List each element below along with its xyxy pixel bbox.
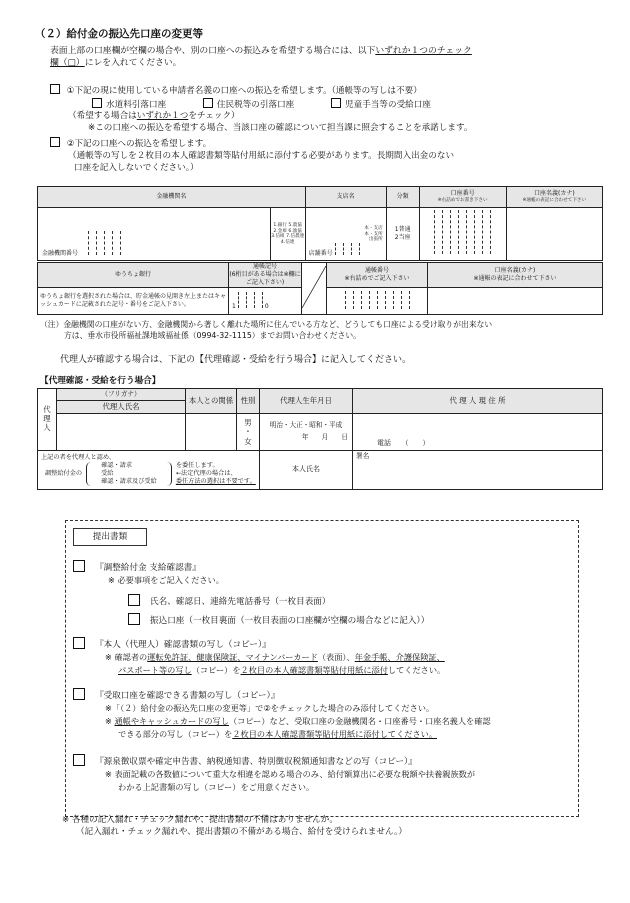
s2-n2: 運転免許証、健康保険証、マイナンバーカード	[147, 652, 318, 662]
tsucho-number-field[interactable]	[327, 288, 428, 315]
branch-kind-2: 本・支所	[364, 231, 383, 237]
submit-1-sub-1	[128, 594, 330, 609]
era-options: 明治・大正・昭和・平成	[269, 421, 343, 430]
holder-header	[506, 187, 602, 208]
submit-2-note-1	[105, 652, 445, 663]
submit-4-title: 『源泉徴収票や確定申告書、納税通知書、特別徴収税額通知書などの写（コピー）』	[95, 757, 417, 767]
kigo-title: 通帳記号	[252, 263, 277, 270]
yucho-note: ゆうちょ銀行を選択された場合は、貯金通帳の見開き左上またはキャッシュカードに記載された記号・番号をご記入下さい。	[38, 288, 229, 315]
type-field[interactable]	[386, 208, 419, 261]
submit-2-note-2	[118, 665, 445, 676]
intro-emphasis: いずれか１つのチェック	[375, 46, 472, 56]
bank-kind-3: 3.信組	[271, 234, 285, 239]
type-checking: 2当座	[394, 234, 411, 241]
side-char-2: 理	[43, 414, 51, 424]
option-2-note-1: （通帳等の写しを２枚目の本人確認書類等貼付用紙に添付する必要があります。長期間入出金のない	[68, 150, 455, 161]
child-allowance-checkbox[interactable]	[331, 98, 341, 108]
holder-note: ※通帳の表記に合わせて下さい	[522, 198, 587, 204]
intro-text-2: にレを入れてください。	[84, 57, 182, 68]
s3-n2b: 通帳やキャッシュカードの写し	[114, 716, 229, 726]
bank-kind-4: 4.信連	[280, 239, 295, 245]
submit-4-note-2: わかる上記書類の写し（コピー）をご用意ください。	[118, 782, 315, 792]
tsucho-number-title: 通帳番号	[364, 267, 389, 275]
intro-text: 表面上部の口座欄が空欄の場合や、別の口座への振込みを希望する場合には、以下	[50, 46, 376, 56]
delegate-text-4: ←法定代理の場合は、	[175, 470, 237, 478]
s2-n8: してください。	[387, 665, 446, 675]
delegate-options[interactable]	[86, 462, 172, 485]
submit-1-checkbox[interactable]	[73, 560, 85, 572]
s3-n3a: できる部分の写し（コピー）を	[118, 729, 233, 739]
proxy-name-field[interactable]	[57, 414, 186, 451]
submit-3-title: 『受取口座を確認できる書類の写し（コピー）』	[95, 691, 280, 701]
holder-title: 口座名義(カナ)	[533, 190, 575, 198]
option-2-checkbox[interactable]	[50, 137, 60, 147]
account-number-field[interactable]	[419, 208, 506, 261]
birth-field[interactable]	[260, 414, 353, 451]
submit-2-checkbox[interactable]	[73, 637, 85, 649]
s2-n4: 年金手帳、介護保険証、	[354, 652, 445, 662]
child-allowance-label: 児童手当等の受給口座	[345, 99, 431, 110]
final-note	[62, 815, 622, 838]
name-header: 代理人氏名	[57, 401, 186, 414]
s2-n1: ※ 確認者の	[105, 652, 148, 662]
s3-n3b: ２枚目の本人確認書類等貼付用紙に添付してください。	[232, 729, 438, 739]
delegate-text-1: 上記の者を代理人と認め、	[41, 454, 116, 462]
option-1-checkbox[interactable]	[50, 84, 60, 94]
branch-kind-3: 出張所	[368, 237, 383, 243]
submit-2-title: 『本人（代理人）確認書類の写し（コピー）』	[95, 640, 271, 650]
submit-4-note-1: ※ 表面記載の各数値について重大な相違を認める場合のみ、給付額算出に必要な税額や扶養親族数が	[105, 769, 476, 779]
tsucho-number-note: ※右詰めでご記入下さい	[344, 275, 410, 283]
delegate-text-2: 調整給付金の	[45, 470, 83, 477]
phone-label: 電話 （ ）	[377, 438, 430, 447]
self-name-label: 本人氏名	[260, 451, 353, 490]
submit-1-sub-1-label: 氏名、確認日、連絡先電話番号（一枚目表面）	[150, 597, 331, 607]
kigo-field[interactable]	[229, 288, 302, 315]
relation-field[interactable]	[186, 414, 237, 451]
address-header: 代 理 人 現 住 所	[353, 389, 603, 414]
furigana-header: （フリガナ）	[57, 389, 186, 401]
kigo-last-digit: 0	[264, 302, 269, 310]
option-2-label: ②下記の口座への振込を希望します。	[66, 139, 212, 150]
choose-text-end: をチェック）	[188, 111, 240, 122]
tax-account-checkbox[interactable]	[203, 98, 213, 108]
submit-3-note-2	[105, 716, 491, 727]
bank-code-label: 金融機関番号	[42, 249, 79, 257]
yucho-holder-header	[428, 263, 603, 288]
submit-3-note-1: ※「（２）給付金の振込先口座の変更等」で②をチェックした場合のみ添付してください。	[105, 703, 435, 713]
yucho-account-table	[37, 262, 603, 315]
account-number-note: ※右詰めでお書き下さい	[437, 198, 488, 204]
water-account-checkbox[interactable]	[92, 98, 102, 108]
submit-1-sub-1-checkbox[interactable]	[128, 594, 140, 606]
delegation-cell	[38, 451, 260, 490]
bank-account-table	[37, 186, 603, 261]
final-line-1: ※ 各種の記入漏れ・チェック漏れや、提出書類の不備はありませんか。	[62, 815, 338, 825]
sex-header: 性別	[237, 389, 260, 414]
bank-kind-1: 1.銀行	[273, 223, 287, 228]
yucho-holder-title: 口座名義(カナ)	[494, 267, 536, 275]
s3-n2a: ※	[105, 716, 115, 726]
bank-name-header: 金融機関名	[38, 187, 306, 208]
submit-item-4	[73, 754, 417, 769]
submit-4-checkbox[interactable]	[73, 754, 85, 766]
notice-line-2: 方は、垂水市役所福祉課地域福祉係（0994-32-1115）までお問い合わせください。	[64, 330, 361, 340]
water-account-label: 水道料引落口座	[106, 99, 167, 110]
branch-field[interactable]	[305, 208, 386, 261]
branch-header: 支店名	[305, 187, 386, 208]
bank-kind-2: 2.金庫	[273, 228, 287, 234]
branch-code-boxes[interactable]	[335, 243, 360, 255]
submit-1-title: 『調整給付金 支給確認書』	[95, 563, 201, 573]
side-char-3: 人	[43, 422, 51, 432]
proxy-lead: 代理人が確認する場合は、下記の【代理確認・受給を行う場合】に記入してください。	[60, 355, 412, 365]
proxy-table	[37, 388, 603, 490]
type-header: 分類	[386, 187, 419, 208]
section-title: （２）給付金の振込先口座の変更等	[35, 28, 203, 40]
submit-1-sub-2-checkbox[interactable]	[128, 613, 140, 625]
delegate-opt-1: 確認・請求	[101, 462, 133, 470]
s2-n7: ２枚目の本人確認書類等貼付用紙に添付	[240, 665, 388, 675]
final-line-2: （記入漏れ・チェック漏れや、提出書類の不備がある場合、給付を受けられません。）	[76, 826, 407, 837]
submit-3-checkbox[interactable]	[73, 688, 85, 700]
s3-n2c: （コピー）など、受取口座の金融機関名・口座番号・口座名義人を確認	[228, 716, 491, 726]
branch-kind-1: 本・支店	[364, 226, 383, 232]
birth-header: 代理人生年月日	[260, 389, 353, 414]
yucho-holder-field[interactable]	[428, 288, 603, 315]
s2-n3: （表面）、	[317, 652, 355, 662]
yucho-holder-note: ※通帳の表記に合わせて下さい	[473, 275, 557, 283]
yucho-header: ゆうちょ銀行	[38, 263, 229, 288]
proxy-side-label	[38, 389, 57, 451]
address-field[interactable]	[353, 414, 603, 451]
delegate-opt-2: 受給	[101, 470, 114, 478]
submit-1-sub-2-label: 振込口座（一枚目裏面（一枚目表面の口座欄が空欄の場合などに記入））	[150, 616, 430, 626]
ymd-label: 年 月 日	[301, 433, 348, 441]
kigo-note: (6桁目がある場合は※欄にご記入下さい)	[229, 271, 301, 287]
bank-kind-5: 5.農協	[288, 223, 302, 228]
submit-1-note: ※ 必要事項をご記入ください。	[108, 575, 224, 585]
side-char-1: 代	[43, 405, 51, 415]
s2-n6: （コピー）を	[191, 665, 241, 675]
bank-kind-7: 7.信農連	[286, 234, 305, 239]
bank-code-boxes[interactable]	[88, 231, 121, 255]
submit-3-note-3	[118, 729, 437, 740]
proxy-heading: 【代理確認・受給を行う場合】	[40, 376, 161, 386]
slash-divider	[302, 266, 326, 308]
account-number-title: 口座番号	[450, 190, 475, 198]
bank-kind-6: 6.漁協	[288, 228, 302, 234]
tax-account-label: 住民税等の引落口座	[216, 99, 295, 110]
choose-text: （希望する場合は	[68, 111, 137, 122]
slash-cell	[302, 263, 327, 315]
branch-code-label: 店舗番号	[308, 249, 333, 257]
signature-field[interactable]	[353, 451, 603, 490]
submission-label: 提出書類	[73, 528, 147, 546]
delegate-text-3: を委任します。	[175, 462, 219, 470]
choose-emphasis: いずれか１つ	[136, 111, 189, 122]
section-intro	[50, 46, 610, 70]
submit-1-sub-2	[128, 613, 429, 628]
consent-note: ※この口座への振込を希望する場合、当該口座の確認について担当課に照会することを承諾します。	[88, 122, 473, 133]
kigo-header	[229, 263, 302, 288]
signature-label: 署名	[356, 452, 370, 460]
holder-field[interactable]	[506, 208, 602, 261]
intro-emphasis-2: 欄（□）	[50, 57, 85, 68]
submit-item-1	[73, 560, 201, 575]
notice-line-1: （注）金融機関の口座がない方、金融機関から著しく離れた場所に住んでいる方など、どうしても口座による受け取りが出来ない	[40, 320, 493, 329]
delegate-opt-3: 確認・請求及び受給	[101, 477, 157, 485]
option-1-block	[50, 84, 620, 174]
option-2-note-2: 口座を記入しないでください。）	[74, 162, 199, 173]
account-notice	[40, 320, 610, 341]
tsucho-number-header	[327, 263, 428, 288]
sex-field[interactable]: 男 ・ 女	[237, 414, 260, 451]
submit-item-2	[73, 637, 271, 652]
account-number-header	[419, 187, 506, 208]
kigo-first-digit: 1	[232, 302, 236, 310]
delegate-text-5: 委任方法の選択は不要です。	[175, 477, 256, 485]
s2-n5: パスポート等の写し	[118, 665, 192, 675]
submit-item-3	[73, 688, 279, 703]
bank-kinds[interactable]	[270, 208, 305, 261]
type-ordinary: 1普通	[394, 225, 411, 233]
option-1-label: ①下記の現に使用している申請者名義の口座への振込を希望します。（通帳等の写しは不要）	[66, 86, 422, 96]
bank-name-field[interactable]	[38, 208, 271, 261]
relation-header: 本人との関係	[186, 389, 237, 414]
